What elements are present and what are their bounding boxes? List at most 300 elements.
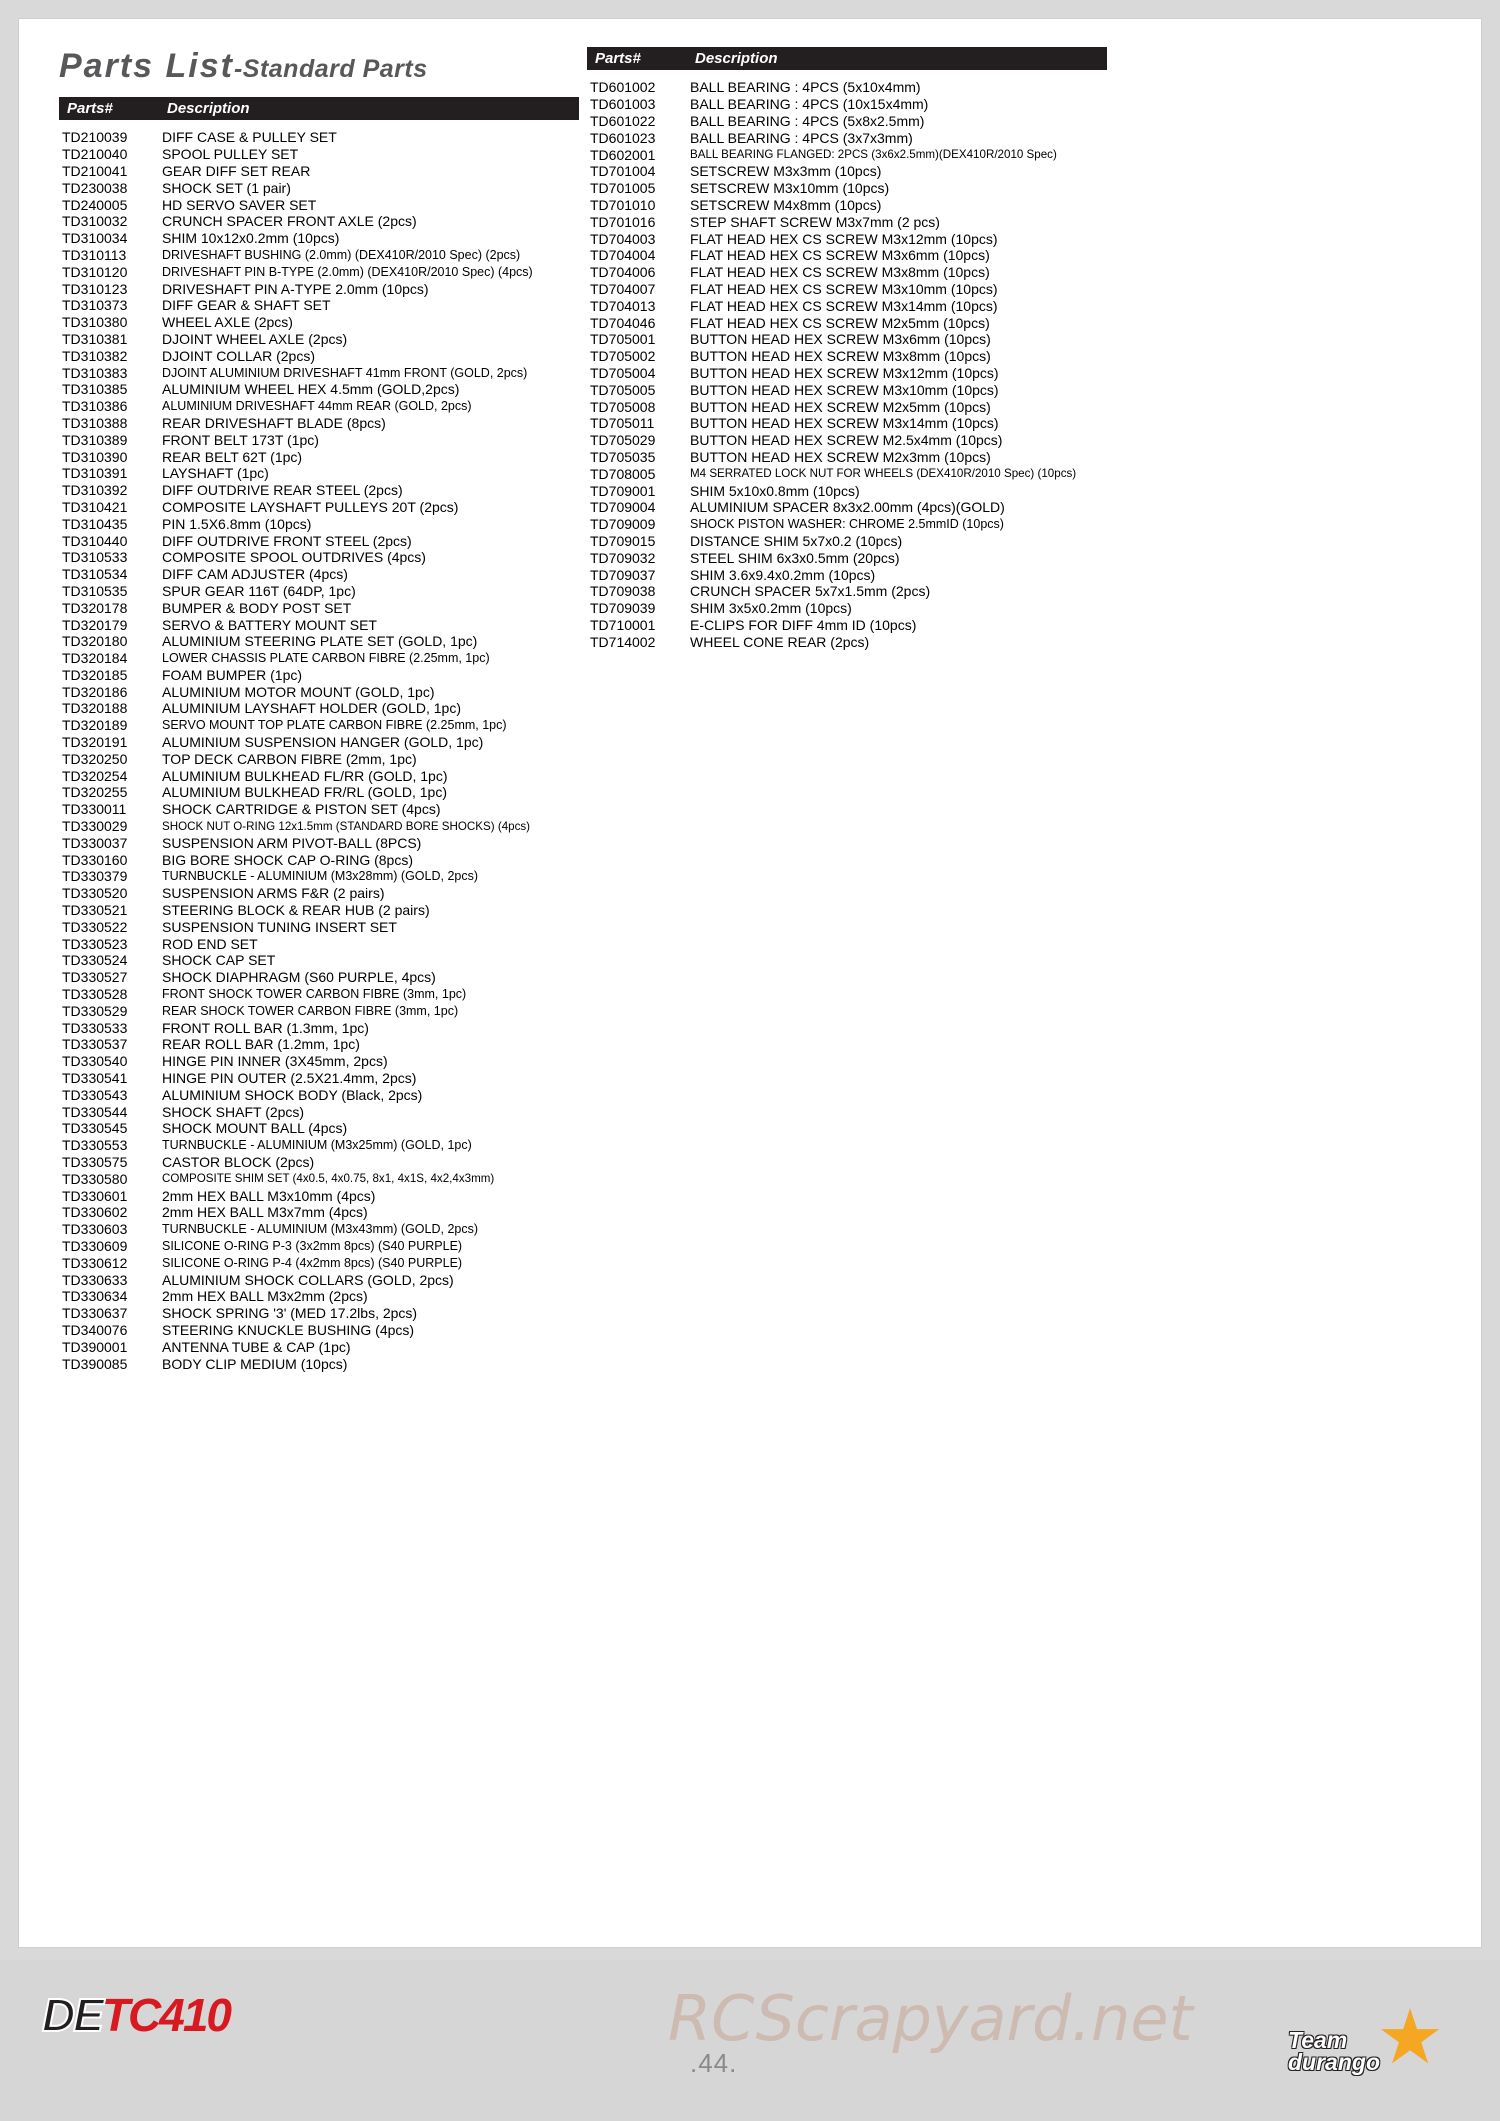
part-description: E-CLIPS FOR DIFF 4mm ID (10pcs) [690, 616, 917, 633]
page-title-main: Parts List [59, 47, 234, 85]
table-row [59, 196, 579, 213]
table-row [59, 331, 579, 348]
part-number: TD330609 [62, 1237, 128, 1254]
part-number: TD310380 [62, 314, 128, 331]
table-row [59, 784, 579, 801]
part-description: CRUNCH SPACER FRONT AXLE (2pcs) [162, 213, 417, 230]
part-number: TD602001 [590, 146, 656, 163]
table-row [587, 348, 1107, 365]
table-row [587, 415, 1107, 432]
part-description: GEAR DIFF SET REAR [162, 162, 311, 179]
part-number: TD310386 [62, 398, 128, 415]
page-title [59, 47, 428, 86]
part-description: COMPOSITE SPOOL OUTDRIVES (4pcs) [162, 549, 426, 566]
part-number: TD601023 [590, 129, 656, 146]
table-row [59, 801, 579, 818]
table-row [59, 599, 579, 616]
part-number: TD320188 [62, 700, 128, 717]
part-number: TD330601 [62, 1187, 128, 1204]
part-number: TD709009 [590, 516, 656, 533]
part-description: REAR ROLL BAR (1.2mm, 1pc) [162, 1036, 360, 1053]
table-row [59, 566, 579, 583]
part-number: TD240005 [62, 196, 128, 213]
part-description: HD SERVO SAVER SET [162, 196, 317, 213]
part-description: FLAT HEAD HEX CS SCREW M2x5mm (10pcs) [690, 314, 990, 331]
part-description: CASTOR BLOCK (2pcs) [162, 1154, 315, 1170]
part-number: TD330029 [62, 818, 128, 835]
part-number: TD320189 [62, 717, 128, 734]
part-description: 2mm HEX BALL M3x2mm (2pcs) [162, 1288, 368, 1305]
table-row [587, 247, 1107, 264]
part-description: ALUMINIUM STEERING PLATE SET (GOLD, 1pc) [162, 633, 478, 650]
part-description: SHIM 10x12x0.2mm (10pcs) [162, 230, 340, 247]
parts-rows-right [587, 79, 1107, 650]
table-row [59, 1019, 579, 1036]
part-description: ROD END SET [162, 935, 258, 952]
part-description: BALL BEARING : 4PCS (3x7x3mm) [690, 129, 913, 146]
part-number: TD310388 [62, 414, 128, 431]
page-title-sub: -Standard Parts [233, 55, 428, 83]
part-number: TD310440 [62, 532, 128, 549]
page-number: .44. [690, 2048, 738, 2078]
part-number: TD310032 [62, 213, 128, 230]
part-number: TD330528 [62, 986, 128, 1003]
table-row [587, 146, 1107, 163]
part-description: SPUR GEAR 116T (64DP, 1pc) [162, 582, 356, 599]
part-description: ANTENNA TUBE & CAP (1pc) [162, 1338, 351, 1355]
part-description: SILICONE O-RING P-4 (4x2mm 8pcs) (S40 PURPLE) [162, 1255, 463, 1270]
column-header-description-right: Description [695, 50, 778, 67]
part-description: HINGE PIN OUTER (2.5X21.4mm, 2pcs) [162, 1070, 417, 1087]
part-number: TD390001 [62, 1338, 128, 1355]
table-row [59, 918, 579, 935]
table-row [587, 549, 1107, 566]
table-row [59, 986, 579, 1003]
part-description: DIFF GEAR & SHAFT SET [162, 297, 331, 314]
table-row [59, 868, 579, 885]
table-row [59, 1238, 579, 1255]
table-row [587, 230, 1107, 247]
table-row [59, 834, 579, 851]
part-number: TD330543 [62, 1086, 128, 1103]
table-row [587, 96, 1107, 113]
part-number: TD330634 [62, 1288, 128, 1305]
part-number: TD709015 [590, 532, 656, 549]
table-row [59, 1305, 579, 1322]
part-number: TD310392 [62, 482, 128, 499]
part-description: REAR DRIVESHAFT BLADE (8pcs) [162, 414, 386, 431]
table-row [59, 347, 579, 364]
table-row [587, 449, 1107, 466]
brand-line-2: durango [1288, 2048, 1380, 2075]
part-number: TD330160 [62, 851, 128, 868]
part-description: STEEL SHIM 6x3x0.5mm (20pcs) [690, 549, 900, 566]
part-number: TD704013 [590, 297, 656, 314]
part-description: BIG BORE SHOCK CAP O-RING (8pcs) [162, 851, 414, 868]
part-number: TD704007 [590, 280, 656, 297]
part-number: TD330602 [62, 1204, 128, 1221]
table-row [59, 129, 579, 146]
table-row [59, 1288, 579, 1305]
part-number: TD310383 [62, 364, 128, 381]
part-description: DJOINT ALUMINIUM DRIVESHAFT 41mm FRONT (GOLD, 2pcs) [162, 365, 528, 380]
part-number: TD330529 [62, 1002, 128, 1019]
part-number: TD701010 [590, 196, 656, 213]
part-number: TD210039 [62, 129, 128, 146]
part-description: BALL BEARING : 4PCS (10x15x4mm) [690, 96, 929, 113]
part-number: TD320254 [62, 767, 128, 784]
part-number: TD210041 [62, 162, 128, 179]
column-header-description: Description [167, 100, 250, 117]
part-description: COMPOSITE SHIM SET (4x0.5, 4x0.75, 8x1, 4x1S, 4x2,4x3mm) [162, 1172, 495, 1186]
part-number: TD340076 [62, 1321, 128, 1338]
table-row [59, 179, 579, 196]
part-description: TOP DECK CARBON FIBRE (2mm, 1pc) [162, 750, 417, 767]
part-description: TURNBUCKLE - ALUMINIUM (M3x28mm) (GOLD, 2pcs) [162, 869, 479, 884]
table-row [59, 1355, 579, 1372]
table-row [59, 1053, 579, 1070]
part-number: TD320191 [62, 734, 128, 751]
part-description: FOAM BUMPER (1pc) [162, 666, 303, 683]
part-number: TD320185 [62, 666, 128, 683]
table-row [59, 1070, 579, 1087]
table-row [59, 263, 579, 280]
part-description: DIFF CAM ADJUSTER (4pcs) [162, 566, 348, 583]
part-description: HINGE PIN INNER (3X45mm, 2pcs) [162, 1053, 388, 1070]
part-description: 2mm HEX BALL M3x10mm (4pcs) [162, 1187, 376, 1204]
part-description: SHIM 3.6x9.4x0.2mm (10pcs) [690, 566, 876, 583]
table-row [59, 885, 579, 902]
part-description: REAR SHOCK TOWER CARBON FIBRE (3mm, 1pc) [162, 1003, 459, 1018]
part-number: TD330612 [62, 1254, 128, 1271]
table-row [587, 600, 1107, 617]
part-number: TD330537 [62, 1036, 128, 1053]
table-row [59, 667, 579, 684]
part-description: BALL BEARING : 4PCS (5x8x2.5mm) [690, 112, 925, 129]
part-description: DRIVESHAFT PIN B-TYPE (2.0mm) (DEX410R/2010 Spec) (4pcs) [162, 264, 533, 279]
table-row [587, 113, 1107, 130]
part-number: TD330545 [62, 1120, 128, 1137]
part-description: BUTTON HEAD HEX SCREW M3x8mm (10pcs) [690, 348, 991, 365]
table-row [587, 381, 1107, 398]
table-row [587, 432, 1107, 449]
part-number: TD601003 [590, 96, 656, 113]
table-row [59, 851, 579, 868]
part-number: TD310390 [62, 448, 128, 465]
parts-rows-left [59, 129, 579, 1372]
part-description: BUMPER & BODY POST SET [162, 599, 352, 616]
part-number: TD310381 [62, 330, 128, 347]
part-number: TD330523 [62, 935, 128, 952]
part-number: TD705004 [590, 364, 656, 381]
part-number: TD705002 [590, 348, 656, 365]
part-description: SHOCK CAP SET [162, 952, 276, 969]
model-logo-tc: TC [101, 1989, 160, 2041]
table-row [59, 734, 579, 751]
part-number: TD230038 [62, 179, 128, 196]
table-row [59, 465, 579, 482]
table-row [59, 633, 579, 650]
table-header-right [587, 47, 1107, 70]
part-number: TD330037 [62, 834, 128, 851]
part-description: CRUNCH SPACER 5x7x1.5mm (2pcs) [690, 583, 931, 600]
model-logo-410: 410 [159, 1989, 230, 2041]
part-number: TD330603 [62, 1221, 128, 1238]
table-row [59, 364, 579, 381]
part-number: TD701016 [590, 213, 656, 230]
part-number: TD330540 [62, 1053, 128, 1070]
table-row [59, 1322, 579, 1339]
part-number: TD701005 [590, 180, 656, 197]
table-row [59, 431, 579, 448]
part-number: TD310123 [62, 280, 128, 297]
table-row [59, 750, 579, 767]
table-row [587, 281, 1107, 298]
part-number: TD704004 [590, 247, 656, 264]
table-row [59, 448, 579, 465]
table-row [587, 465, 1107, 482]
part-number: TD310535 [62, 582, 128, 599]
part-number: TD310382 [62, 347, 128, 364]
part-number: TD330521 [62, 902, 128, 919]
part-description: FLAT HEAD HEX CS SCREW M3x14mm (10pcs) [690, 297, 998, 314]
part-description: FRONT SHOCK TOWER CARBON FIBRE (3mm, 1pc) [162, 987, 467, 1002]
part-number: TD708005 [590, 465, 656, 482]
part-number: TD390085 [62, 1355, 128, 1372]
table-row [587, 617, 1107, 634]
part-number: TD310373 [62, 297, 128, 314]
table-row [59, 314, 579, 331]
part-number: TD320178 [62, 599, 128, 616]
part-description: REAR BELT 62T (1pc) [162, 448, 303, 465]
star-icon: ★ [1376, 1995, 1445, 2080]
part-description: BALL BEARING : 4PCS (5x10x4mm) [690, 79, 921, 96]
part-number: TD330520 [62, 885, 128, 902]
part-description: WHEEL CONE REAR (2pcs) [690, 633, 870, 650]
part-description: BUTTON HEAD HEX SCREW M2.5x4mm (10pcs) [690, 432, 1003, 449]
part-description: SETSCREW M4x8mm (10pcs) [690, 196, 882, 213]
table-row [59, 398, 579, 415]
table-row [59, 1120, 579, 1137]
column-header-parts-number: Parts# [67, 100, 113, 117]
table-row [59, 683, 579, 700]
part-number: TD330553 [62, 1137, 128, 1154]
part-number: TD310391 [62, 465, 128, 482]
watermark-text: RCScrapyard.net [668, 1982, 1193, 2055]
part-description: ALUMINIUM LAYSHAFT HOLDER (GOLD, 1pc) [162, 700, 461, 717]
part-description: DRIVESHAFT BUSHING (2.0mm) (DEX410R/2010 Spec) (2pcs) [162, 247, 521, 262]
table-row [59, 1221, 579, 1238]
part-number: TD714002 [590, 633, 656, 650]
table-row [59, 213, 579, 230]
part-description: BUTTON HEAD HEX SCREW M2x3mm (10pcs) [690, 448, 991, 465]
part-number: TD705005 [590, 381, 656, 398]
part-description: FLAT HEAD HEX CS SCREW M3x8mm (10pcs) [690, 264, 990, 281]
part-number: TD330633 [62, 1271, 128, 1288]
table-row [587, 499, 1107, 516]
part-description: LOWER CHASSIS PLATE CARBON FIBRE (2.25mm, 1pc) [162, 651, 490, 666]
part-description: LAYSHAFT (1pc) [162, 465, 269, 482]
table-row [59, 1154, 579, 1171]
table-row [59, 650, 579, 667]
part-description: STEERING KNUCKLE BUSHING (4pcs) [162, 1321, 415, 1338]
table-row [59, 700, 579, 717]
part-number: TD330522 [62, 918, 128, 935]
table-row [59, 902, 579, 919]
table-row [587, 365, 1107, 382]
table-row [59, 1137, 579, 1154]
part-description: SHIM 3x5x0.2mm (10pcs) [690, 600, 852, 617]
part-description: FLAT HEAD HEX CS SCREW M3x10mm (10pcs) [690, 280, 998, 297]
table-row [59, 1002, 579, 1019]
part-description: TURNBUCKLE - ALUMINIUM (M3x43mm) (GOLD, 2pcs) [162, 1222, 479, 1237]
part-number: TD709037 [590, 566, 656, 583]
parts-table-left [59, 97, 579, 1372]
team-durango-logo [1280, 1995, 1460, 2090]
table-row [59, 1204, 579, 1221]
part-number: TD330011 [62, 801, 127, 818]
table-row [59, 818, 579, 835]
part-description: STEP SHAFT SCREW M3x7mm (2 pcs) [690, 213, 940, 230]
table-row [59, 583, 579, 600]
table-row [587, 314, 1107, 331]
part-number: TD330541 [62, 1070, 128, 1087]
part-number: TD210040 [62, 146, 128, 163]
table-row [587, 180, 1107, 197]
part-number: TD330379 [62, 868, 128, 885]
table-row [59, 280, 579, 297]
page-sheet [18, 18, 1482, 1948]
part-description: SHOCK SHAFT (2pcs) [162, 1103, 305, 1120]
part-description: SHOCK PISTON WASHER: CHROME 2.5mmID (10pcs) [690, 517, 1004, 532]
part-description: ALUMINIUM SHOCK BODY (Black, 2pcs) [162, 1086, 423, 1103]
part-number: TD320186 [62, 683, 128, 700]
part-number: TD709032 [590, 549, 656, 566]
part-description: ALUMINIUM SHOCK COLLARS (GOLD, 2pcs) [162, 1271, 454, 1288]
part-number: TD310120 [62, 263, 128, 280]
part-description: BUTTON HEAD HEX SCREW M3x6mm (10pcs) [690, 331, 991, 348]
table-row [587, 398, 1107, 415]
table-row [59, 935, 579, 952]
table-row [587, 79, 1107, 96]
part-description: BALL BEARING FLANGED: 2PCS (3x6x2.5mm)(DEX410R/2010 Spec) [690, 148, 1057, 162]
part-number: TD330533 [62, 1019, 128, 1036]
part-description: DRIVESHAFT PIN A-TYPE 2.0mm (10pcs) [162, 280, 429, 297]
part-description: SETSCREW M3x10mm (10pcs) [690, 180, 890, 197]
part-description: SUSPENSION ARMS F&R (2 pairs) [162, 885, 385, 902]
part-number: TD310034 [62, 230, 128, 247]
part-number: TD330575 [62, 1154, 128, 1170]
part-description: TURNBUCKLE - ALUMINIUM (M3x25mm) (GOLD, 1pc) [162, 1138, 472, 1153]
table-row [59, 1036, 579, 1053]
table-row [59, 499, 579, 516]
part-number: TD709004 [590, 499, 656, 516]
table-header-left [59, 97, 579, 120]
part-number: TD310435 [62, 515, 128, 532]
part-description: DIFF OUTDRIVE FRONT STEEL (2pcs) [162, 532, 412, 549]
table-row [59, 415, 579, 432]
part-number: TD330544 [62, 1103, 128, 1120]
part-number: TD705011 [590, 415, 655, 432]
table-row [587, 297, 1107, 314]
part-number: TD310421 [62, 498, 128, 515]
part-description: ALUMINIUM DRIVESHAFT 44mm REAR (GOLD, 2pcs) [162, 399, 472, 414]
part-number: TD709001 [590, 482, 656, 499]
part-description: SERVO MOUNT TOP PLATE CARBON FIBRE (2.25mm, 1pc) [162, 718, 507, 733]
part-description: SUSPENSION ARM PIVOT-BALL (8PCS) [162, 834, 422, 851]
table-row [59, 515, 579, 532]
part-description: SETSCREW M3x3mm (10pcs) [690, 163, 882, 180]
part-description: FRONT BELT 173T (1pc) [162, 431, 319, 448]
table-row [587, 163, 1107, 180]
part-description: SHIM 5x10x0.8mm (10pcs) [690, 482, 860, 499]
part-description: FLAT HEAD HEX CS SCREW M3x12mm (10pcs) [690, 230, 998, 247]
part-number: TD320255 [62, 784, 128, 801]
table-row [59, 952, 579, 969]
table-row [587, 331, 1107, 348]
table-row [587, 482, 1107, 499]
table-row [59, 381, 579, 398]
part-number: TD330527 [62, 969, 128, 986]
table-row [59, 146, 579, 163]
part-number: TD310389 [62, 431, 128, 448]
part-description: COMPOSITE LAYSHAFT PULLEYS 20T (2pcs) [162, 498, 459, 515]
table-row [59, 247, 579, 264]
table-row [59, 163, 579, 180]
table-row [59, 1170, 579, 1187]
table-row [59, 1271, 579, 1288]
part-description: SUSPENSION TUNING INSERT SET [162, 918, 397, 935]
table-row [59, 1103, 579, 1120]
table-row [59, 767, 579, 784]
part-description: WHEEL AXLE (2pcs) [162, 314, 293, 331]
part-description: SHOCK MOUNT BALL (4pcs) [162, 1120, 348, 1137]
part-description: ALUMINIUM WHEEL HEX 4.5mm (GOLD,2pcs) [162, 381, 460, 398]
table-row [59, 1254, 579, 1271]
table-row [59, 1187, 579, 1204]
table-row [59, 230, 579, 247]
table-row [587, 516, 1107, 533]
table-row [59, 1086, 579, 1103]
part-description: FRONT ROLL BAR (1.3mm, 1pc) [162, 1019, 369, 1036]
part-description: ALUMINIUM SUSPENSION HANGER (GOLD, 1pc) [162, 734, 484, 751]
part-description: BUTTON HEAD HEX SCREW M2x5mm (10pcs) [690, 398, 991, 415]
part-number: TD710001 [590, 616, 656, 633]
part-number: TD320250 [62, 750, 128, 767]
part-number: TD330580 [62, 1170, 128, 1187]
table-row [59, 549, 579, 566]
brand-name [1288, 2027, 1380, 2075]
table-row [587, 633, 1107, 650]
table-row [59, 297, 579, 314]
part-number: TD704003 [590, 230, 656, 247]
part-description: ALUMINIUM BULKHEAD FL/RR (GOLD, 1pc) [162, 767, 448, 784]
part-description: M4 SERRATED LOCK NUT FOR WHEELS (DEX410R/2010 Spec) (10pcs) [690, 467, 1077, 481]
part-description: SHOCK NUT O-RING 12x1.5mm (STANDARD BORE SHOCKS) (4pcs) [162, 819, 531, 833]
part-description: STEERING BLOCK & REAR HUB (2 pairs) [162, 902, 430, 919]
part-description: DIFF CASE & PULLEY SET [162, 129, 337, 146]
part-description: ALUMINIUM MOTOR MOUNT (GOLD, 1pc) [162, 683, 435, 700]
brand-line-1: Team [1288, 2027, 1348, 2053]
part-description: ALUMINIUM BULKHEAD FR/RL (GOLD, 1pc) [162, 784, 447, 801]
table-row [587, 129, 1107, 146]
part-description: ALUMINIUM SPACER 8x3x2.00mm (4pcs)(GOLD) [690, 499, 1005, 516]
part-number: TD330637 [62, 1305, 128, 1322]
part-number: TD320184 [62, 650, 128, 667]
part-description: SHOCK SPRING '3' (MED 17.2lbs, 2pcs) [162, 1305, 418, 1322]
part-description: BODY CLIP MEDIUM (10pcs) [162, 1355, 348, 1372]
table-row [59, 1338, 579, 1355]
